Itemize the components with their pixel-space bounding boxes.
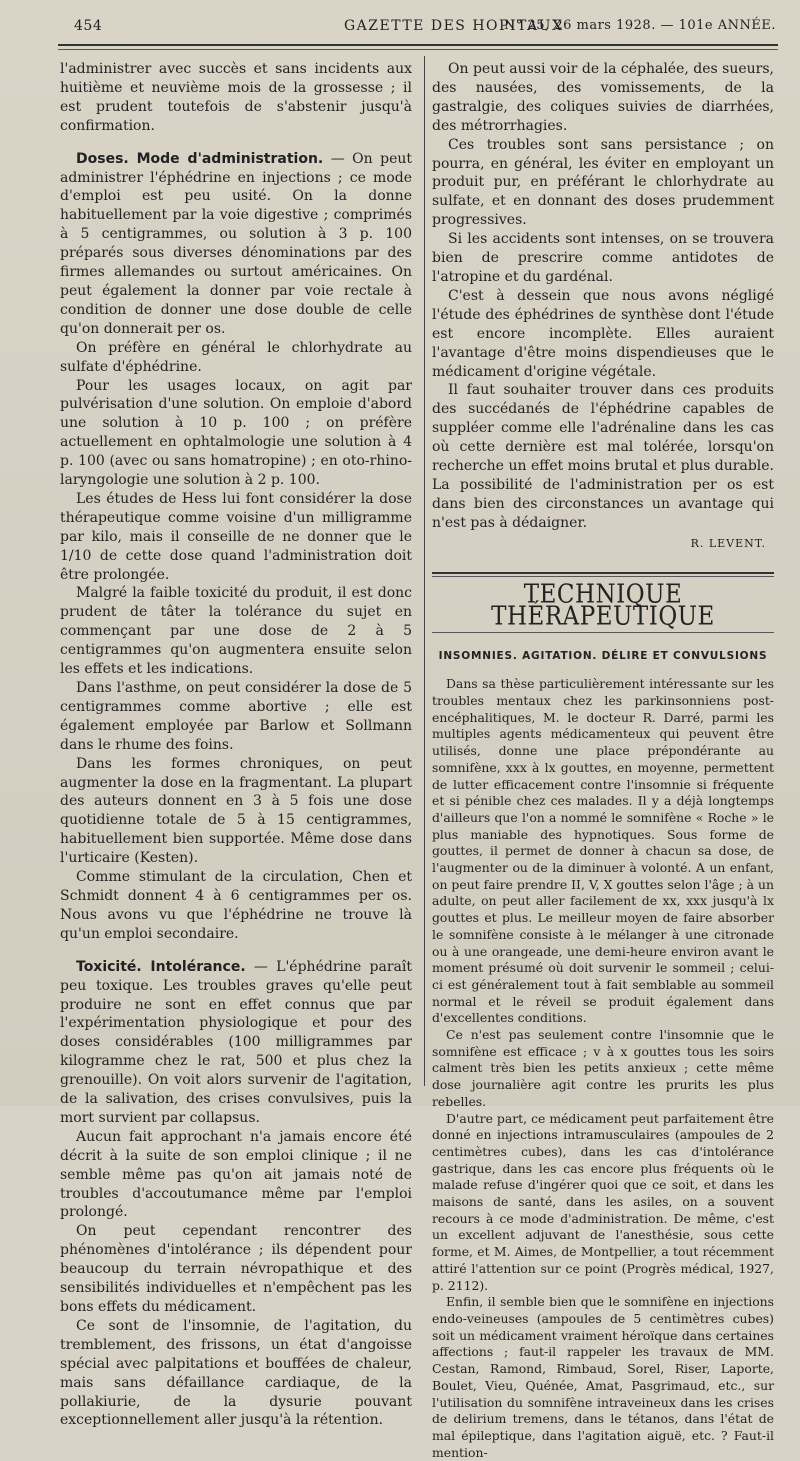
paragraph-lead: Doses. Mode d'administration.	[76, 150, 324, 167]
paragraph-text: — L'éphédrine paraît peu toxique. Les troubles graves qu'elle peut produire ne sont en effet connus que par l'expérimentation physiologique et pour des doses considérables (100 milligrammes par kilogramme chez le rat, 500 et plus chez la grenouille). On voit alors survenir de l'agitation, de la salivation, des crises convulsives, puis la mort survient par collapsus.	[60, 958, 412, 1126]
paragraph	[60, 1128, 412, 1223]
paragraph	[60, 1222, 412, 1317]
paragraph	[60, 60, 412, 136]
section-rule	[432, 572, 774, 574]
paragraph-text: — On peut administrer l'éphédrine en injections ; ce mode d'emploi est peu usité. On la donne habituellement par la voie digestive ; comprimés à 5 centigrammes, ou solution à 3 p. 100 préparés sous diverses dénominations par des firmes allemandes ou surtout américaines. On peut également la donner par voie rectale à condition de donner une dose double de celle qu'on donnerait per os.	[60, 150, 413, 337]
paragraph-text: On peut cependant rencontrer des phénomènes d'intolérance ; ils dépendent pour beaucoup du terrain névropathique et des sensibilités individuelles et n'empêchent pas les bons effets du médicament.	[60, 1223, 412, 1315]
right-column	[432, 60, 774, 1461]
section-underline	[432, 632, 774, 633]
paragraph-text: Les études de Hess lui font considérer la dose thérapeutique comme voisine d'un milligramme par kilo, mais il conseille de ne donner que le 1/10 de cette dose quand l'administration doit être prolongée.	[60, 490, 412, 583]
paragraph	[432, 1294, 774, 1461]
header-rule	[58, 44, 778, 46]
paragraph-text: C'est à dessein que nous avons négligé l'étude des éphédrines de synthèse dont l'étude est encore incomplète. Elles auraient l'avantage d'être moins dispendieuses que le médicament d'origine végétale.	[432, 287, 774, 380]
page-number: 454	[74, 18, 103, 34]
paragraph-text: Comme stimulant de la circulation, Chen et Schmidt donnent 4 à 6 centigrammes per os. Nous avons vu que l'éphédrine ne trouve là qu'un emploi secondaire.	[60, 869, 412, 942]
paragraph-text: Malgré la faible toxicité du produit, il est donc prudent de tâter la tolérance du sujet en commençant par une dose de 2 à 5 centigrammes qu'on augmentera ensuite selon les effets et les indications.	[60, 585, 412, 678]
paragraph	[432, 136, 774, 231]
paragraph-text: Enfin, il semble bien que le somnifène en injections endo-veineuses (ampoules de 5 centimètres cubes) soit un médicament vraiment héroïque dans certaines affections ; faut-il rappeler les travaux de MM. Cestan, Ramond, Rimbaud, Sorel, Riser, Laporte, Boulet, Vieu, Quénée, Amat, Pasgrimaud, etc., sur l'utilisation du somnifène intraveineux dans les crises de delirium tremens, dans le tétanos, dans l'état de mal épileptique, dans l'agitation aiguë, etc. ? Faut-il mention-	[432, 1294, 774, 1460]
paragraph	[432, 230, 774, 287]
paragraph	[60, 679, 412, 755]
technique-article	[432, 676, 774, 1461]
paragraph	[60, 1317, 412, 1430]
paragraph-text: D'autre part, ce médicament peut parfaitement être donné en injections intramusculaires (ampoules de 2 centimètres cubes), dans les cas d'intolérance gastrique, dans les cas encore plus fréquents où le malade refuse d'ingérer quoi que ce soit, et dans les maisons de santé, dans les asiles, on a souvent recours à ce mode d'administration. De même, c'est un excellent adjuvant de l'anesthésie, sous cette forme, et M. Aimes, de Montpellier, a tout récemment attiré l'attention sur ce point (Progrès médical, 1927, p. 2112).	[432, 1110, 774, 1293]
section-title: TECHNIQUE THÉRAPEUTIQUE	[491, 579, 715, 631]
header-rule-thin	[58, 49, 778, 50]
paragraph-text: Il faut souhaiter trouver dans ces produits des succédanés de l'éphédrine capables de suppléer comme elle l'adrénaline dans les cas où cette dernière est mal tolérée, lorsqu'on recherche un effet moins brutal et plus durable. La possibilité de l'administration per os est dans bien des circonstances un avantage qui n'est pas à dédaigner.	[432, 382, 774, 531]
paragraph	[432, 60, 774, 136]
column-divider	[424, 56, 425, 1086]
paragraph	[60, 339, 412, 377]
paragraph-text: Ces troubles sont sans persistance ; on pourra, en général, les éviter en employant un produit pur, en préférant le chlorhydrate au sulfate, et en donnant des doses prudemment progressives.	[432, 136, 774, 229]
paragraph-text: Ce n'est pas seulement contre l'insomnie que le somnifène est efficace ; v à x gouttes tous les soirs calment très bien les petits anxieux ; cette même dose journalière agit contre les prurits les plus rebelles.	[432, 1027, 774, 1109]
paragraph-text: Dans les formes chroniques, on peut augmenter la dose en la fragmentant. La plupart des auteurs donnent en 3 à 5 fois une dose quotidienne totale de 5 à 15 centigrammes, habituellement bien supportée. Même dose dans l'urticaire (Kesten).	[60, 755, 412, 867]
paragraph	[60, 377, 412, 490]
paragraph-gap	[60, 944, 412, 958]
paragraph-gap	[60, 136, 412, 150]
article-subheading: INSOMNIES. AGITATION. DÉLIRE ET CONVULSIONS	[438, 650, 768, 663]
paragraph-text: On peut aussi voir de la céphalée, des sueurs, des nausées, des vomissements, de la gastralgie, des coliques suivies de diarrhées, des métrorrhagies.	[432, 61, 774, 134]
paragraph	[432, 1111, 774, 1295]
left-column	[60, 60, 412, 1430]
paragraph	[60, 755, 412, 868]
paragraph-text: Pour les usages locaux, on agit par pulvérisation d'une solution. On emploie d'abord une solution à 10 p. 100 ; on préfère actuellement en ophtalmologie une solution à 4 p. 100 (avec ou sans homatropine) ; en oto-rhino-laryngologie une solution à 2 p. 100.	[60, 377, 412, 489]
paragraph	[60, 868, 412, 944]
paragraph-text: On préfère en général le chlorhydrate au sulfate d'éphédrine.	[60, 339, 412, 375]
paragraph-text: Dans l'asthme, on peut considérer la dose de 5 centigrammes comme abortive ; elle est également employée par Barlow et Sollmann dans le rhume des foins.	[60, 680, 412, 753]
article-continuation	[432, 60, 774, 533]
paragraph	[60, 584, 412, 679]
paragraph	[432, 287, 774, 382]
paragraph-text: l'administrer avec succès et sans incidents aux huitième et neuvième mois de la grossesse ; il est prudent toutefois de s'abstenir jusqu'à confirmation.	[60, 61, 412, 134]
section-rule-thin	[432, 576, 774, 577]
journal-title: GAZETTE DES HOPITAUX	[344, 18, 564, 34]
paragraph	[60, 490, 412, 585]
paragraph	[432, 676, 774, 1027]
paragraph	[432, 381, 774, 532]
paragraph-text: Dans sa thèse particulièrement intéressante sur les troubles mentaux chez les parkinsonniens post-encéphalitiques, M. le docteur R. Darré, parmi les multiples agents médicamenteux qui peuvent être utilisés, donne une place prépondérante au somnifène, xxx à lx gouttes, en moyenne, permettent de lutter efficacement contre l'insomnie si fréquente et si pénible chez ces malades. Il y a déjà longtemps d'ailleurs que l'on a nommé le somnifène « Roche » le plus maniable des hypnotiques. Sous forme de gouttes, il permet de donner à chacun sa dose, de l'augmenter ou de la diminuer à volonté. A un enfant, on peut faire prendre II, V, X gouttes selon l'âge ; à un adulte, on peut aller facilement de xx, xxx jusqu'à lx gouttes et plus. Le meilleur moyen de faire absorber le somnifène consiste à le mélanger à une citronade ou à une orangeade, une demi-heure environ avant le moment présumé où doit survenir le sommeil ; celui-ci est généralement tout à fait semblable au sommeil normal et le réveil se produit également dans d'excellentes conditions.	[432, 676, 774, 1026]
paragraph	[60, 150, 412, 339]
paragraph	[60, 958, 412, 1128]
running-header	[62, 18, 778, 42]
paragraph	[432, 1027, 774, 1111]
paragraph-lead: Toxicité. Intolérance.	[76, 958, 246, 975]
issue-line: N° 25, 26 mars 1928. — 101e ANNÉE.	[504, 18, 776, 33]
paragraph-text: Aucun fait approchant n'a jamais encore été décrit à la suite de son emploi clinique ; il ne semble même pas qu'on ait jamais noté de troubles d'accoutumance même par l'emploi prolongé.	[60, 1128, 412, 1221]
paragraph-text: Ce sont de l'insomnie, de l'agitation, du tremblement, des frissons, un état d'angoisse spécial avec palpitations et bouffées de chaleur, mais sans défaillance cardiaque, de la pollakiurie, de la dysurie pouvant exceptionnellement aller jusqu'à la rétention.	[60, 1317, 412, 1429]
author-signature: R. LEVENT.	[690, 536, 766, 550]
paragraph-text: Si les accidents sont intenses, on se trouvera bien de prescrire comme antidotes de l'atropine et du gardénal.	[432, 231, 774, 285]
